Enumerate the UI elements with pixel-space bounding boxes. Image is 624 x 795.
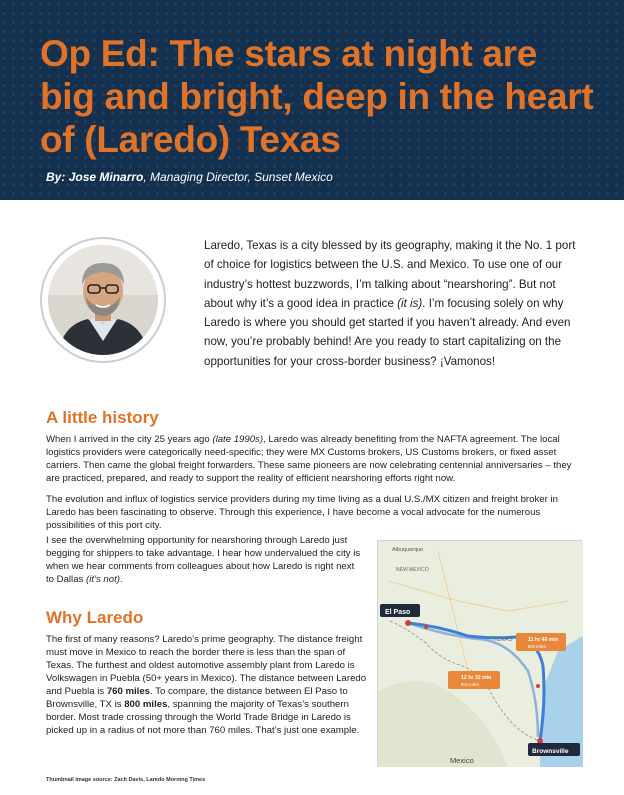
history-paragraph-2: The evolution and influx of logistics service providers during my time living as a dual U.S./MX citizen and freight broker in Laredo has been fascinating to observe. Through this experience, I have become a vocal advocate for the numerous possibilities of this port city.	[46, 494, 558, 531]
map-label-el-paso: El Paso	[385, 609, 411, 616]
history-paragraph-1: When I arrived in the city 25 years ago (late 1990s), Laredo was already benefiting from the NAFTA agreement. The local logistics providers were categorically need-specific; they were MX Customs brokers, US Customs brokers, or fixed asset carriers. Then came the global freight forwarders. These same pioneers are now celebrating centennial anniversaries – they are practiced, prepared, and ready to support the reality of efficient nearshoring efforts right now.	[46, 434, 572, 484]
route1-time: 11 hr 40 min	[528, 637, 558, 643]
map-label-texas: TEXAS	[493, 637, 513, 643]
byline-prefix: By:	[46, 170, 66, 184]
map-label-albuquerque: Albuquerque	[392, 547, 424, 553]
why-paragraph: The first of many reasons? Laredo’s prime geography. The distance freight must move in Mexico to reach the border there is less than the span of Texas. The furthest and oldest automotive assembly plant from Laredo is Volkswagen in Puebla (50+ years in Mexico). The distance between Laredo and Puebla is 760 miles. To compare, the distance between El Paso to Brownsville, TX is 800 miles, spanning the majority of Texas’s southern border. Most trade crossing through the World Trade Bridge in Laredo is picked up in a radius of not more than 760 miles. That’s just one example.	[46, 634, 367, 736]
author-photo-frame	[40, 237, 166, 363]
byline	[46, 170, 333, 184]
route2-distance: 804 miles	[461, 682, 479, 687]
intro-paragraph: Laredo, Texas is a city blessed by its geography, making it the No. 1 port of choice for logistics between the U.S. and Mexico. To use one of our industry’s hottest buzzwords, I’m talking about “nearshoring”. But not about why it’s a good idea in practice (it is). I’m focusing solely on why Laredo is where you should get started if you haven’t already. And even now, you’re probably behind! Are you ready to start capitalizing on the opportunities for your cross-border business? ¡Vamonos!	[204, 239, 576, 368]
article-title: Op Ed: The stars at night are big and bright, deep in the heart of (Laredo) Texas	[40, 33, 594, 160]
map-label-mexico: Mexico	[450, 756, 474, 765]
author-photo	[48, 245, 158, 355]
byline-author: Jose Minarro	[68, 170, 144, 184]
el-paso-pin	[405, 620, 411, 626]
route2-time: 12 hr 32 min	[461, 675, 492, 681]
why-heading: Why Laredo	[46, 608, 144, 627]
route-map	[377, 540, 582, 766]
map-label-brownsville: Brownsville	[532, 748, 569, 755]
image-caption: Thumbnail image source: Zach Davis, Laredo Morning Times	[46, 777, 206, 783]
byline-role: , Managing Director, Sunset Mexico	[143, 170, 333, 184]
route1-distance: 800 miles	[528, 644, 546, 649]
history-heading: A little history	[46, 408, 159, 427]
history-paragraph-3: I see the overwhelming opportunity for nearshoring through Laredo just begging for shippers to take advantage. I hear how undervalued the city is when we hear comments from colleagues about how Laredo is right next to Dallas (it’s not).	[46, 535, 361, 585]
map-label-new-mexico: NEW MEXICO	[396, 567, 429, 573]
